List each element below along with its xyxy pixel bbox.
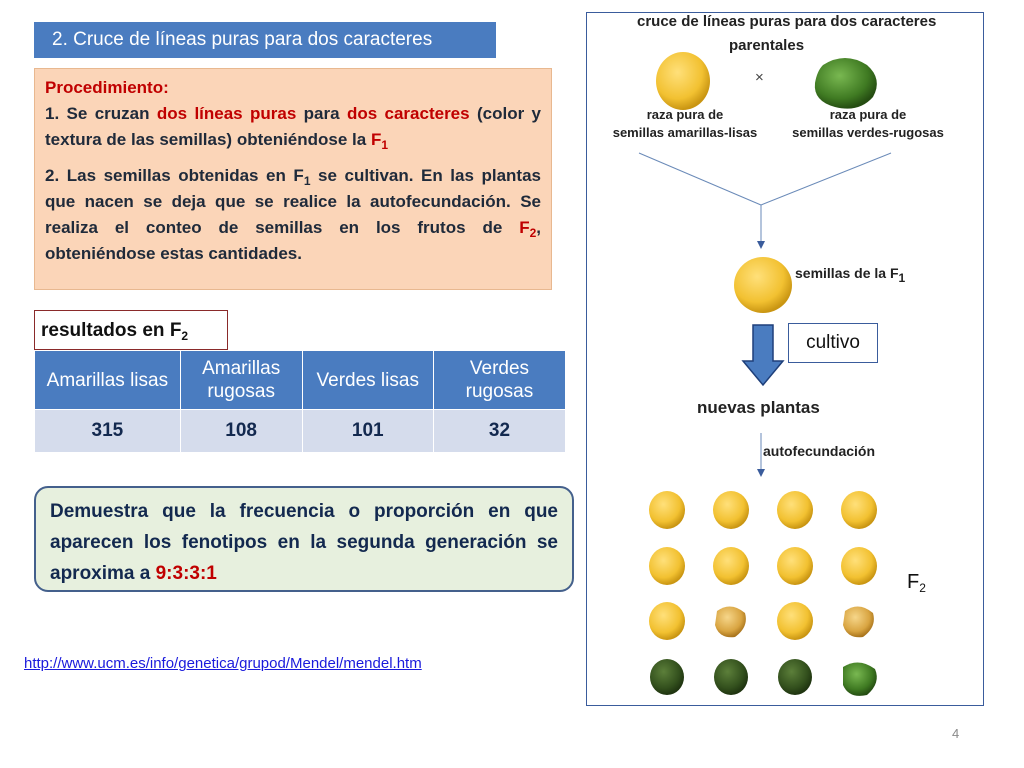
procedure-step-2: 2. Las semillas obtenidas en $F_1$ se cultivan. En las plantas que nacen se deja que se realice la autofecundación. Se realiza el conteo de semillas en los frutos de $F_2$, obteniéndose estas cantidades. [45,166,541,263]
f2-seed [649,491,685,529]
page-number: 4 [952,726,960,741]
f2-seed-wrinkled [715,606,746,637]
f2-seed-wrinkled [843,606,874,637]
f2-seed-green [650,659,684,695]
nuevas-plantas-label: nuevas plantas [697,398,820,417]
f2-seed [713,547,749,585]
parentales-label: parentales [729,37,805,54]
f2-seed [649,602,685,640]
f2-seed [649,547,685,585]
autofecundacion-label: autofecundación [763,443,876,459]
f2-label: $F_2$ [907,571,926,595]
cross-figure [586,12,984,706]
f2-seed [777,491,813,529]
parent-green-seed [815,58,877,109]
procedure-step-1: 1. Se cruzan dos líneas puras para dos caracteres (color y textura de las semillas) obteniéndose la $F_1$ [45,104,542,152]
ratio: 9:3:3:1 [155,563,217,584]
value-verdes-lisas: 101 [302,410,433,453]
parent1-label: raza pura de semillas amarillas-lisas [612,107,758,140]
f2-seed [841,491,877,529]
f2-seed-green [714,659,748,695]
procedure-heading: Procedimiento: [45,78,169,97]
value-amarillas-rugosas: 108 [180,410,302,453]
table-header-row [35,351,566,410]
header-amarillas-rugosas: Amarillas rugosas [180,351,302,410]
header-amarillas-lisas: Amarillas lisas [35,351,181,410]
header-verdes-rugosas: Verdes rugosas [433,351,565,410]
f2-seed-green-wrinkled [843,662,877,695]
f2-seed [713,491,749,529]
task-box: Demuestra que la frecuencia o proporción en que aparecen los fenotipos en la segunda generación se aproxima a 9:3:3:1 [34,486,574,592]
cultivo-label: cultivo [788,323,878,363]
value-verdes-rugosas: 32 [433,410,565,453]
cultivo-arrow [743,325,783,385]
parent-yellow-seed [656,52,710,110]
header-verdes-lisas: Verdes lisas [302,351,433,410]
value-amarillas-lisas: 315 [35,410,181,453]
source-link[interactable]: http://www.ucm.es/info/genetica/grupod/Mendel/mendel.htm [24,655,422,672]
cross-symbol: × [755,69,764,86]
f1-label: semillas de la $F_1$ [795,265,906,285]
results-label: resultados en $F_2$ [34,310,228,350]
table-row [35,410,566,453]
results-table [34,350,566,453]
slide-title: 2. Cruce de líneas puras para dos caracteres [34,22,496,58]
f2-seed [777,547,813,585]
f2-seed [841,547,877,585]
parent2-label: raza pura de semillas verdes-rugosas [792,107,944,140]
procedure-box [34,68,552,290]
f2-seed [777,602,813,640]
figure-title: cruce de líneas puras para dos caracteres [637,13,937,30]
f2-seed-green [778,659,812,695]
f1-seed [734,257,792,313]
